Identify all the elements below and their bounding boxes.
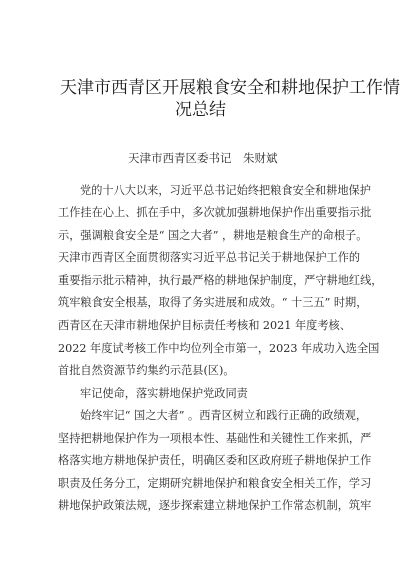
body-line: 重要指示批示精神，执行最严格的耕地保护制度，严守耕地红线， [58,274,383,287]
body-line: 格落实地方耕地保护责任，明确区委和区政府班子耕地保护工作 [58,454,372,467]
body-line: 坚持把耕地保护作为一项根本性、基础性和关键性工作来抓，严 [58,432,372,445]
section-heading: 牢记使命，落实耕地保护党政同责 [80,387,248,400]
body-line: 耕地保护政策法规，逐步探索建立耕地保护工作常态机制，筑牢 [58,499,372,512]
author-byline: 天津市西青区委书记 朱财斌 [128,151,278,165]
body-line: 天津市西青区全面贯彻落实习近平总书记关于耕地保护工作的 [58,251,361,264]
body-line: 2022 年度试考核工作中均位列全市第一，2023 年成功入选全国 [58,342,380,355]
body-line: 首批自然资源节约集约示范县(区)。 [58,364,235,377]
body-line: 工作挂在心上、抓在手中，多次就加强耕地保护作出重要指示批 [58,206,372,219]
body-line: 党的十八大以来，习近平总书记始终把粮食安全和耕地保护 [80,184,371,197]
body-line: 筑牢粮食安全根基，取得了务实进展和成效。“ 十三五” 时期， [58,296,368,309]
body-line: 职责及任务分工，定期研究耕地保护和粮食安全相关工作，学习 [58,477,372,490]
body-line: 始终牢记“ 国之大者” 。西青区树立和践行正确的政绩观， [80,409,368,422]
body-line: 示，强调粮食安全是“ 国之大者” ，耕地是粮食生产的命根子。 [58,229,368,242]
document-title-line-2: 况总结 [175,100,226,120]
document-title-line-1: 天津市西青区开展粮食安全和耕地保护工作情 [60,78,400,98]
body-line: 西青区在天津市耕地保护目标责任考核和 2021 年度考核、 [58,319,351,332]
